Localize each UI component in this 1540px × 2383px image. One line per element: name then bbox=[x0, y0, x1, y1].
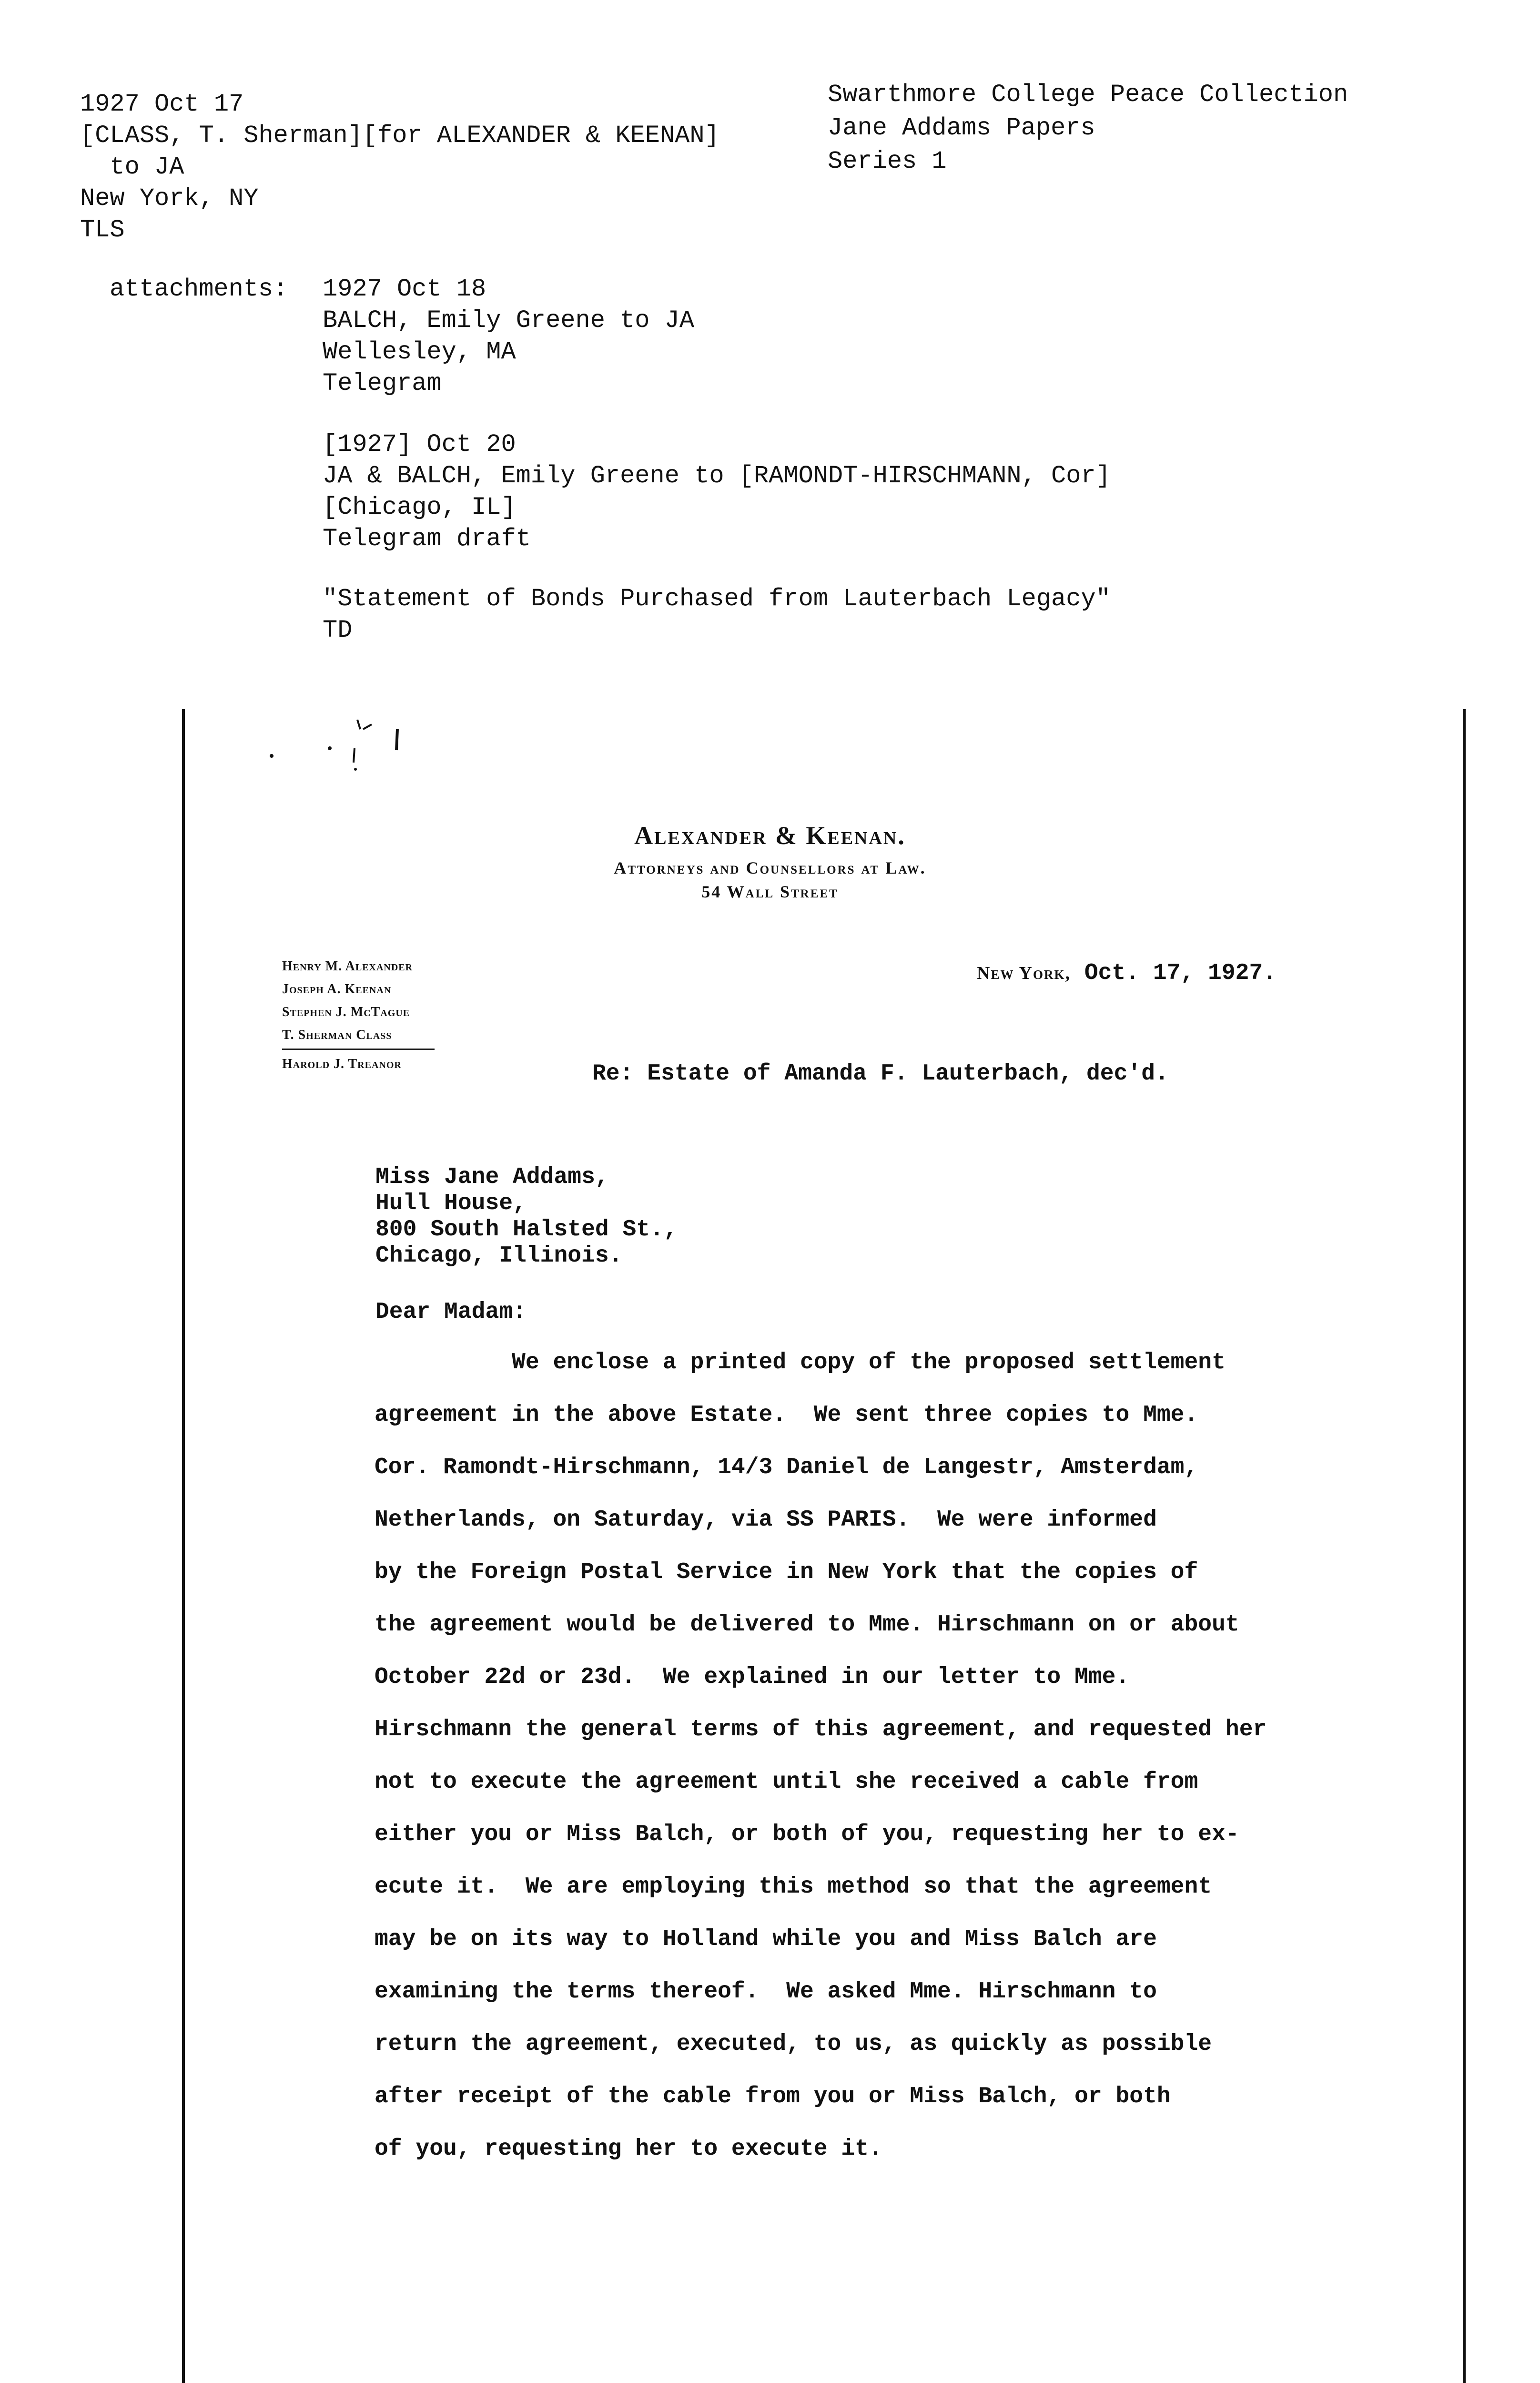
attachment-1 bbox=[323, 274, 694, 399]
attachments-label: attachments: bbox=[110, 275, 288, 303]
cover-place: New York, NY bbox=[80, 184, 259, 213]
body-line: October 22d or 23d. We explained in our letter to Mme. bbox=[375, 1664, 1130, 1690]
body-line: examining the terms thereof. We asked Mme. Hirschmann to bbox=[375, 1979, 1157, 2005]
body-line: return the agreement, executed, to us, as quickly as possible bbox=[375, 2031, 1212, 2057]
attachment-line: [Chicago, IL] bbox=[323, 493, 516, 521]
attachment-line: BALCH, Emily Greene to JA bbox=[323, 306, 695, 335]
ink-specks bbox=[262, 710, 415, 786]
papers-name: Jane Addams Papers bbox=[828, 114, 1095, 142]
partner-divider bbox=[282, 1049, 435, 1050]
address-line: Hull House, bbox=[375, 1191, 527, 1216]
body-line: the agreement would be delivered to Mme. Hirschmann on or about bbox=[375, 1612, 1239, 1638]
address-line: Miss Jane Addams, bbox=[375, 1164, 609, 1190]
body-line: by the Foreign Postal Service in New York that the copies of bbox=[375, 1559, 1198, 1585]
attachment-2 bbox=[323, 429, 1111, 555]
body-line: Cor. Ramondt-Hirschmann, 14/3 Daniel de Langestr, Amsterdam, bbox=[375, 1455, 1198, 1480]
partner-name: Henry M. Alexander bbox=[282, 959, 413, 974]
cover-sheet-left bbox=[80, 89, 719, 246]
scan-border-left bbox=[182, 709, 185, 2383]
body-line: of you, requesting her to execute it. bbox=[375, 2136, 882, 2162]
cover-date: 1927 Oct 17 bbox=[80, 90, 244, 118]
cover-author: [CLASS, T. Sherman][for ALEXANDER & KEENAN] bbox=[80, 122, 719, 150]
cover-sheet-right bbox=[828, 78, 1348, 178]
letterhead-address: 54 Wall Street bbox=[701, 882, 839, 901]
letterhead-subtitle: Attorneys and Counsellors at Law. bbox=[614, 858, 926, 877]
attachment-line: Wellesley, MA bbox=[323, 338, 516, 366]
partner-name: T. Sherman Class bbox=[282, 1028, 392, 1042]
partner-name: Stephen J. McTague bbox=[282, 1005, 410, 1019]
attachment-line: JA & BALCH, Emily Greene to [RAMONDT-HIRSCHMANN, Cor] bbox=[323, 462, 1111, 490]
attachment-line: "Statement of Bonds Purchased from Lauterbach Legacy" bbox=[323, 585, 1111, 613]
collection-name: Swarthmore College Peace Collection bbox=[828, 81, 1348, 109]
attachment-line: 1927 Oct 18 bbox=[323, 275, 486, 303]
cover-doc-type: TLS bbox=[80, 216, 125, 244]
dateline-city: New York, bbox=[977, 963, 1071, 983]
subject-line: Re: Estate of Amanda F. Lauterbach, dec'd. bbox=[592, 1061, 1169, 1087]
address-line: Chicago, Illinois. bbox=[375, 1243, 623, 1269]
series-name: Series 1 bbox=[828, 147, 947, 175]
cover-recipient: to JA bbox=[80, 153, 184, 181]
body-line: Hirschmann the general terms of this agreement, and requested her bbox=[375, 1717, 1267, 1742]
body-line: not to execute the agreement until she received a cable from bbox=[375, 1769, 1198, 1795]
body-line: agreement in the above Estate. We sent three copies to Mme. bbox=[375, 1402, 1198, 1428]
attachment-line: [1927] Oct 20 bbox=[323, 430, 516, 458]
attachment-line: TD bbox=[323, 616, 353, 644]
dateline bbox=[977, 960, 1277, 986]
attachment-line: Telegram draft bbox=[323, 525, 531, 553]
scan-border-right bbox=[1463, 709, 1466, 2383]
salutation: Dear Madam: bbox=[375, 1299, 527, 1325]
attachment-line: Telegram bbox=[323, 369, 442, 397]
body-line: We enclose a printed copy of the proposed settlement bbox=[375, 1350, 1226, 1375]
body-line: Netherlands, on Saturday, via SS PARIS. We were informed bbox=[375, 1507, 1157, 1533]
body-line: after receipt of the cable from you or Miss Balch, or both bbox=[375, 2084, 1171, 2109]
letter-date: Oct. 17, 1927. bbox=[1084, 960, 1277, 986]
attachment-3 bbox=[323, 583, 1111, 646]
letterhead-firm-name: Alexander & Keenan. bbox=[634, 821, 906, 850]
partner-name: Joseph A. Keenan bbox=[282, 982, 392, 997]
partner-list bbox=[282, 955, 435, 1076]
associate-name: Harold J. Treanor bbox=[282, 1057, 402, 1071]
recipient-address bbox=[375, 1164, 678, 1269]
address-line: 800 South Halsted St., bbox=[375, 1217, 678, 1242]
body-line: ecute it. We are employing this method so that the agreement bbox=[375, 1874, 1212, 1900]
body-line: may be on its way to Holland while you and Miss Balch are bbox=[375, 1926, 1157, 1952]
body-line: either you or Miss Balch, or both of you, requesting her to ex- bbox=[375, 1822, 1239, 1847]
